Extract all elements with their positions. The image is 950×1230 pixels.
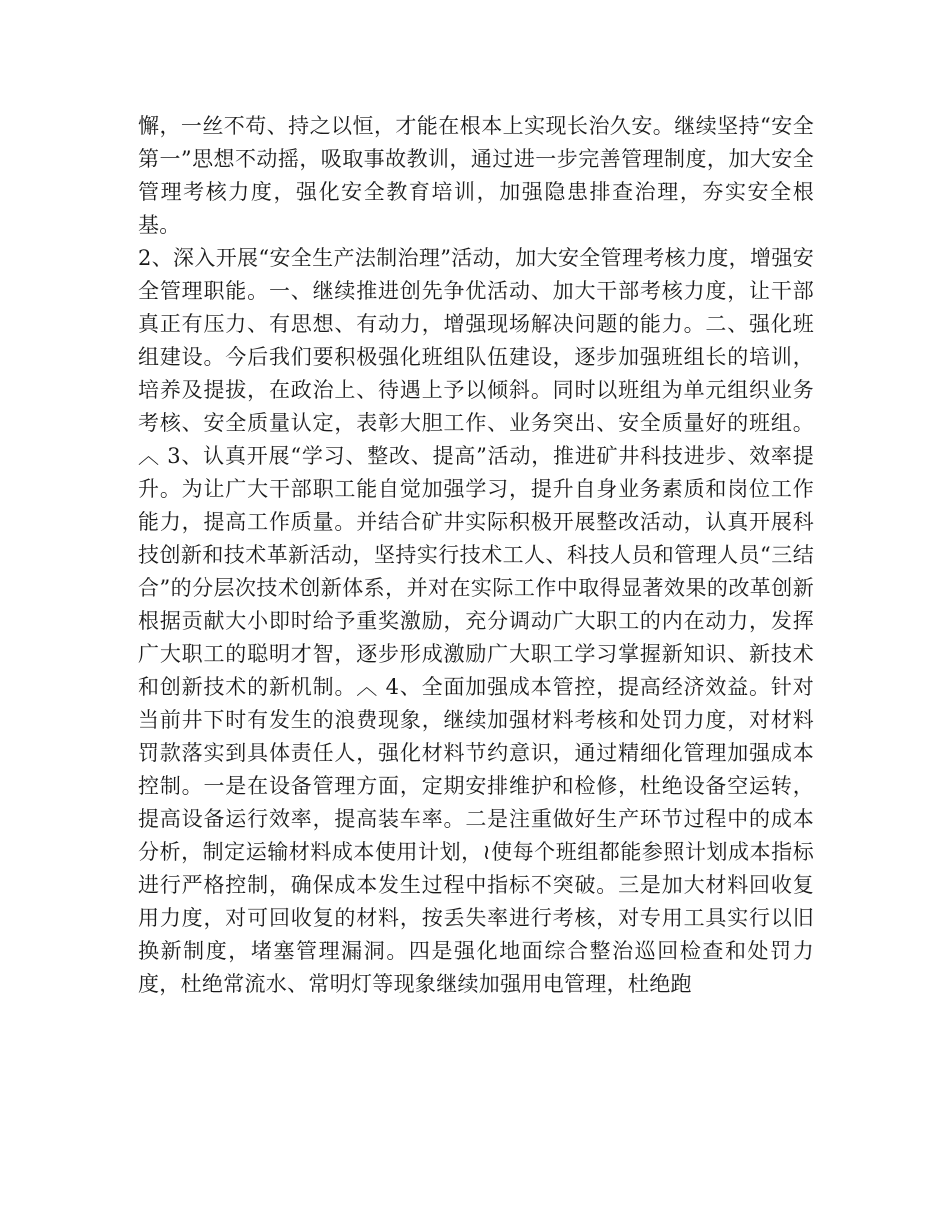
paragraph-1: 懈，一丝不苟、持之以恒，才能在根本上实现长治久安。继续坚持“安全第一”思想不动摇，吸取事故教训，通过进一步完善管理制度，加大安全管理考核力度，强化安全教育培训，加强隐患排查治理，夯实安全根基。 xyxy=(138,114,814,237)
body-text xyxy=(138,110,814,1001)
paragraph-2: 2、深入开展“安全生产法制治理”活动，加大安全管理考核力度，增强安全管理职能。一、继续推进创先争优活动、加大干部考核力度，让干部真正有压力、有思想、有动力，增强现场解决问题的能力。二、强化班组建设。今后我们要积极强化班组队伍建设，逐步加强班组长的培训，培养及提拔，在政治上、待遇上予以倾斜。同时以班组为单元组织业务考核、安全质量认定，表彰大胆工作、业务突出、安全质量好的班组。︿ 3、认真开展“学习、整改、提高”活动，推进矿井科技进步、效率提升。为让广大干部职工能自觉加强学习，提升自身业务素质和岗位工作能力，提高工作质量。并结合矿井实际积极开展整改活动，认真开展科技创新和技术革新活动，坚持实行技术工人、科技人员和管理人员“三结合”的分层次技术创新体系，并对在实际工作中取得显著效果的改革创新根据贡献大小即时给予重奖激励，充分调动广大职工的内在动力，发挥广大职工的聪明才智，逐步形成激励广大职工学习掌握新知识、新技术和创新技术的新机制。︿ 4、全面加强成本管控，提高经济效益。针对当前井下时有发生的浪费现象，继续加强材料考核和处罚力度，对材料罚款落实到具体责任人，强化材料节约意识，通过精细化管理加强成本控制。一是在设备管理方面，定期安排维护和检修，杜绝设备空运转，提高设备运行效率，提高装车率。二是注重做好生产环节过程中的成本分析，制定运输材料成本使用计划，≀使每个班组都能参照计划成本指标进行严格控制，确保成本发生过程中指标不突破。三是加大材料回收复用力度，对可回收复的材料，按丢失率进行考核，对专用工具实行以旧换新制度，堵塞管理漏洞。四是强化地面综合整治巡回检查和处罚力度，杜绝常流水、常明灯等现象继续加强用电管理，杜绝跑 xyxy=(138,246,814,996)
